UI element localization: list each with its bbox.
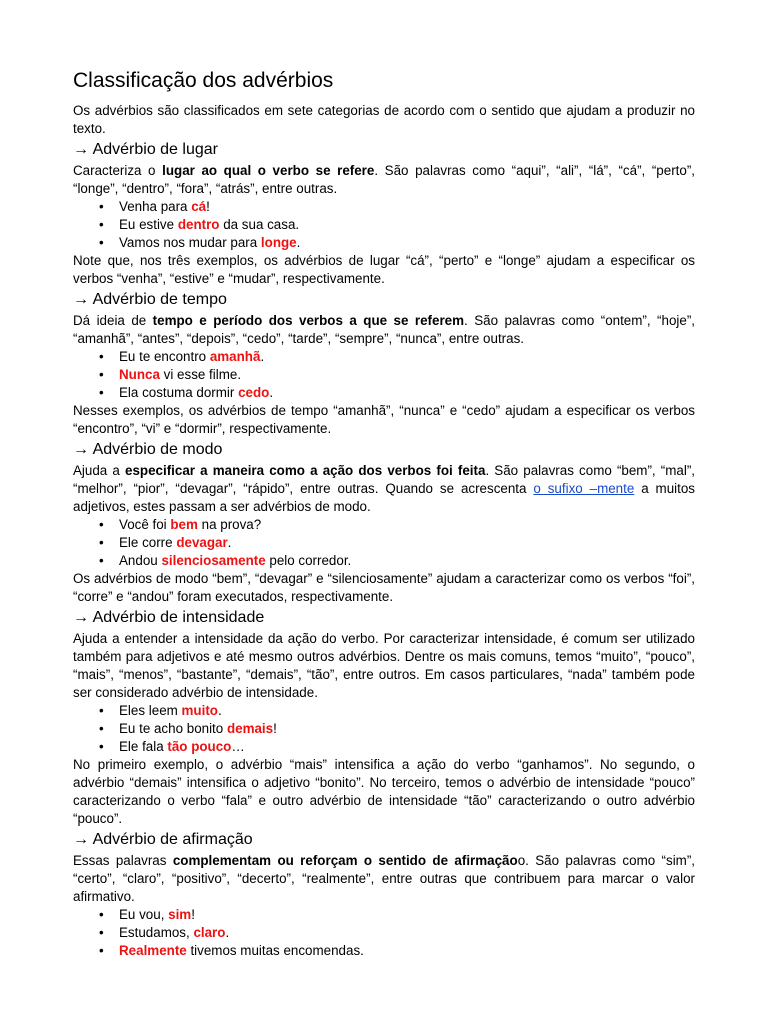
examples-afirmacao xyxy=(73,906,695,960)
desc-modo: Ajuda a especificar a maneira como a ação dos verbos foi feita. São palavras como “bem”, “mal”, “melhor”, “pior”, “devagar”, “rápido”, entre outras. Quando se acrescenta o sufixo –mente a muitos adjetivos, estes passam a ser advérbios de modo. xyxy=(73,463,696,514)
highlighted-adverb: muito xyxy=(181,703,218,718)
bold-phrase: lugar ao qual o verbo se refere xyxy=(162,163,375,178)
bullet-icon: • xyxy=(99,367,104,382)
list-item: • Nunca vi esse filme. xyxy=(99,367,242,382)
examples-intensidade xyxy=(73,702,695,756)
heading-lugar: → Advérbio de lugar xyxy=(73,141,218,158)
list-item: • Eu te encontro amanhã. xyxy=(99,349,265,364)
highlighted-adverb: sim xyxy=(168,907,192,922)
highlighted-adverb: cá xyxy=(191,199,207,214)
heading-afirmacao: → Advérbio de afirmação xyxy=(73,831,253,848)
highlighted-adverb: silenciosamente xyxy=(161,553,266,568)
examples-tempo xyxy=(73,348,695,402)
intro-paragraph: Os advérbios são classificados em sete categorias de acordo com o sentido que ajudam a produzir no texto. xyxy=(73,103,695,136)
bullet-icon: • xyxy=(99,199,104,214)
list-item: • Eu vou, sim! xyxy=(99,907,195,922)
highlighted-adverb: dentro xyxy=(177,217,220,232)
highlighted-adverb: demais xyxy=(226,721,274,736)
bullet-icon: • xyxy=(99,553,104,568)
list-item: • Você foi bem na prova? xyxy=(99,517,262,532)
bullet-icon: • xyxy=(99,925,104,940)
heading-tempo: → Advérbio de tempo xyxy=(73,291,227,308)
sufixo-mente-link[interactable]: o sufixo –mente xyxy=(533,481,635,496)
bullet-icon: • xyxy=(99,943,104,958)
highlighted-adverb: Nunca xyxy=(119,367,160,382)
desc-lugar: Caracteriza o lugar ao qual o verbo se refere. São palavras como “aqui”, “ali”, “lá”, “cá”, “perto”, “longe”, “dentro”, “fora”, “atrás”, entre outras. xyxy=(73,163,695,196)
highlighted-adverb: Realmente xyxy=(119,943,187,958)
list-item: • Eu estive dentro da sua casa. xyxy=(99,217,300,232)
bullet-icon: • xyxy=(99,349,104,364)
bullet-icon: • xyxy=(99,385,104,400)
note-lugar: Note que, nos três exemplos, os advérbios de lugar “cá”, “perto” e “longe” ajudam a especificar os verbos “venha”, “estive” e “mudar”, respectivamente. xyxy=(73,253,695,286)
desc-afirmacao: Essas palavras complementam ou reforçam o sentido de afirmaçãoo. São palavras como “sim”, “certo”, “claro”, “positivo”, “decerto”, “realmente”, entre outras que contribuem para marcar o valor afirmativo. xyxy=(73,853,696,904)
list-item: • Vamos nos mudar para longe. xyxy=(99,235,301,250)
highlighted-adverb: tão pouco xyxy=(167,739,232,754)
list-item: • Eu te acho bonito demais! xyxy=(99,721,277,736)
highlighted-adverb: bem xyxy=(170,517,198,532)
list-item: • Realmente tivemos muitas encomendas. xyxy=(99,943,364,958)
bullet-icon: • xyxy=(99,703,104,718)
bold-phrase: tempo e período dos verbos a que se referem xyxy=(152,313,465,328)
list-item: • Venha para cá! xyxy=(99,199,210,214)
bullet-icon: • xyxy=(99,217,104,232)
highlighted-adverb: longe xyxy=(260,235,297,250)
list-item: • Andou silenciosamente pelo corredor. xyxy=(99,553,352,568)
highlighted-adverb: devagar xyxy=(176,535,228,550)
highlighted-adverb: cedo xyxy=(238,385,270,400)
highlighted-adverb: claro xyxy=(193,925,226,940)
bullet-icon: • xyxy=(99,535,104,550)
bold-phrase: complementam ou reforçam o sentido de afirmação xyxy=(172,853,518,868)
list-item: • Ele fala tão pouco… xyxy=(99,739,245,754)
bullet-icon: • xyxy=(99,907,104,922)
bullet-icon: • xyxy=(99,517,104,532)
desc-intensidade: Ajuda a entender a intensidade da ação do verbo. Por caracterizar intensidade, é comum ser utilizado também para adjetivos e até mesmo outros advérbios. Dentre os mais comuns, temos “muito”, “pouco”, “mais”, “menos”, “bastante”, “demais”, “tão”, entre outros. Em casos particulares, “nada” também pode ser considerado advérbio de intensidade. xyxy=(73,631,695,700)
examples-lugar xyxy=(73,198,695,252)
heading-intensidade: → Advérbio de intensidade xyxy=(73,609,265,626)
bullet-icon: • xyxy=(99,721,104,736)
page-title: Classificação dos advérbios xyxy=(73,69,334,92)
list-item: • Eles leem muito. xyxy=(99,703,222,718)
highlighted-adverb: amanhã xyxy=(209,349,261,364)
examples-modo xyxy=(73,516,695,570)
note-modo: Os advérbios de modo “bem”, “devagar” e “silenciosamente” ajudam a caracterizar como os verbos “foi”, “corre” e “andou” foram executados, respectivamente. xyxy=(73,571,695,604)
note-tempo: Nesses exemplos, os advérbios de tempo “amanhã”, “nunca” e “cedo” ajudam a especificar os verbos “encontro”, “vi” e “dormir”, respectivamente. xyxy=(73,403,695,436)
bold-phrase: especificar a maneira como a ação dos verbos foi feita xyxy=(125,463,486,478)
list-item: • Estudamos, claro. xyxy=(99,925,230,940)
note-intensidade: No primeiro exemplo, o advérbio “mais” intensifica a ação do verbo “ganhamos”. No segundo, o advérbio “demais” intensifica o adjetivo “bonito”. No terceiro, temos o advérbio de intensidade “pouco” caracterizando o verbo “fala” e outro advérbio de intensidade “tão” caracterizando o outro advérbio “pouco”. xyxy=(73,757,695,826)
heading-modo: → Advérbio de modo xyxy=(73,441,223,458)
desc-tempo: Dá ideia de tempo e período dos verbos a que se referem. São palavras como “ontem”, “hoje”, “amanhã”, “antes”, “depois”, “cedo”, “tarde”, “sempre”, “nunca”, entre outras. xyxy=(73,313,695,346)
bullet-icon: • xyxy=(99,235,104,250)
list-item: • Ele corre devagar. xyxy=(99,535,232,550)
list-item: • Ela costuma dormir cedo. xyxy=(99,385,274,400)
bullet-icon: • xyxy=(99,739,104,754)
